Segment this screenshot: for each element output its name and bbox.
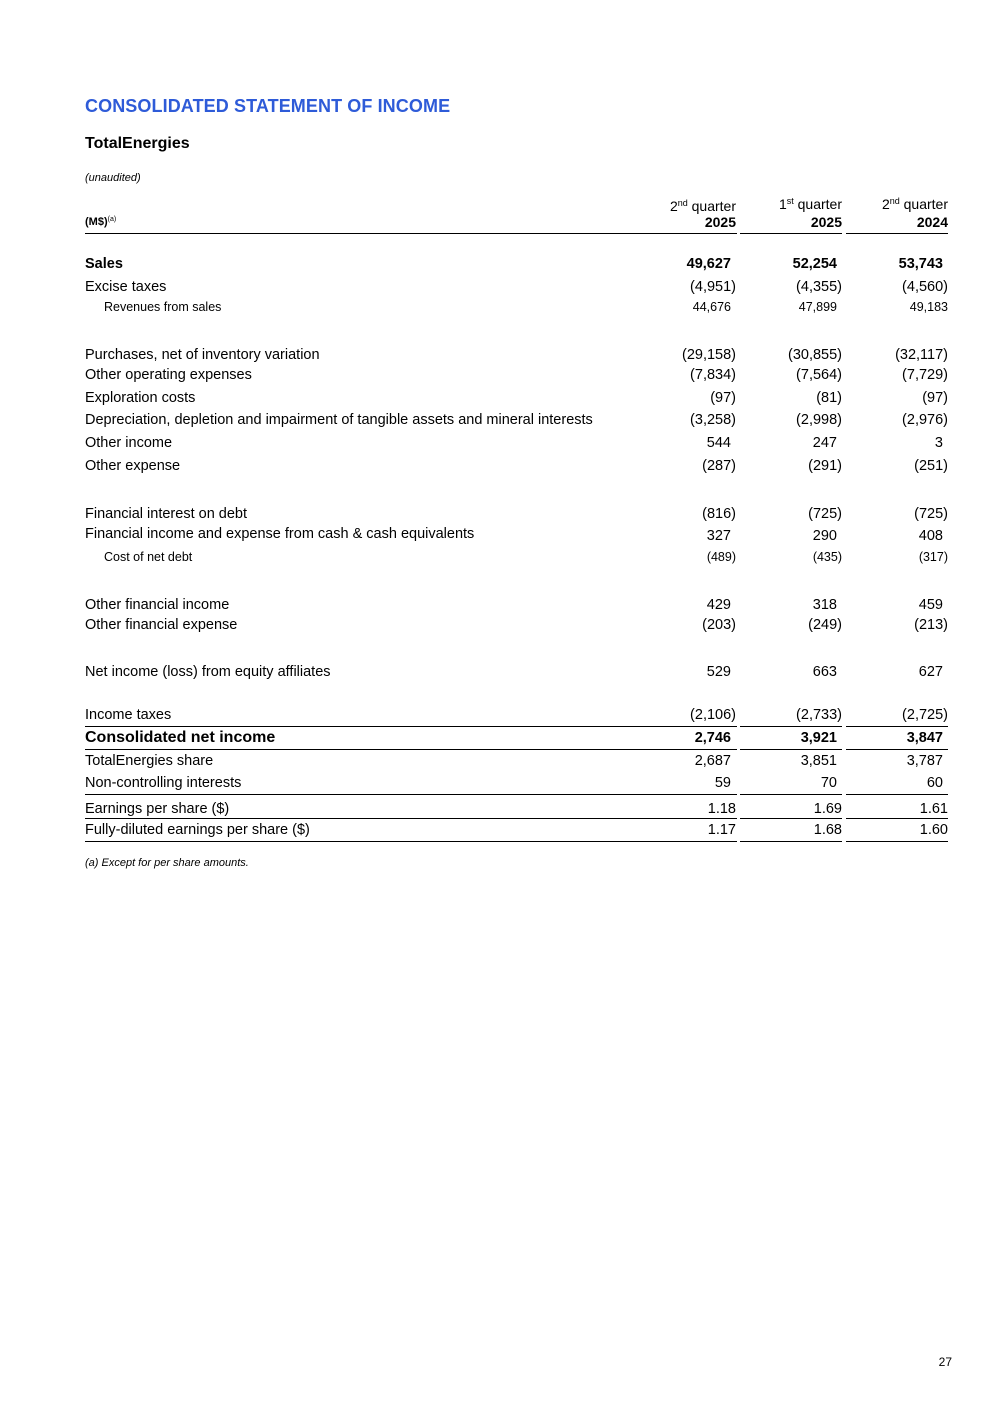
row-value-q1-2025: 70 xyxy=(820,775,837,791)
row-value-q1-2025: 3,921 xyxy=(800,730,837,746)
row-value-q2-2024: 3 xyxy=(934,435,943,451)
column-period: quarter xyxy=(691,198,736,214)
row-label: Other financial expense xyxy=(85,617,238,633)
row-value-q1-2025: (7,564) xyxy=(796,367,842,383)
column-period: quarter xyxy=(903,196,948,212)
row-value-q2-2024: 3,847 xyxy=(906,730,943,746)
row-value-q2-2024: 459 xyxy=(918,597,943,613)
column-ordinal: 1 xyxy=(778,196,787,212)
header-rule xyxy=(85,233,737,234)
row-value-q2-2024: 53,743 xyxy=(898,256,943,272)
table-row-other-financial-income xyxy=(85,595,948,615)
row-label: Other expense xyxy=(85,458,181,474)
row-value-q2-2024: 3,787 xyxy=(906,753,943,769)
table-row-earnings-per-share xyxy=(85,799,948,819)
row-value-q2-2025: 544 xyxy=(706,435,731,451)
row-label: TotalEnergies share xyxy=(85,753,214,769)
row-label: Revenues from sales xyxy=(104,300,222,314)
row-rule xyxy=(846,818,948,819)
row-value-q2-2025: (97) xyxy=(710,390,736,406)
row-value-q1-2025: 1.69 xyxy=(813,801,842,817)
unaudited-note: (unaudited) xyxy=(85,172,141,184)
row-value-q2-2025: (4,951) xyxy=(690,279,736,295)
row-label: Exploration costs xyxy=(85,390,196,406)
row-value-q1-2025: 1.68 xyxy=(813,822,842,838)
row-label: Consolidated net income xyxy=(85,729,276,746)
row-rule xyxy=(740,794,842,795)
units-label xyxy=(85,216,116,228)
row-value-q1-2025: (81) xyxy=(816,390,842,406)
table-row-depreciation xyxy=(85,410,948,430)
units-text: (M$) xyxy=(85,216,108,228)
row-value-q2-2024: (32,117) xyxy=(895,347,948,363)
page-number: 27 xyxy=(938,1355,952,1369)
row-label: Purchases, net of inventory variation xyxy=(85,347,320,363)
row-rule xyxy=(846,726,948,727)
row-value-q1-2025: 247 xyxy=(812,435,837,451)
row-rule xyxy=(846,841,948,842)
row-rule xyxy=(846,794,948,795)
row-value-q2-2025: 529 xyxy=(706,664,731,680)
table-row-equity-affiliates xyxy=(85,662,948,682)
row-value-q1-2025: (291) xyxy=(808,458,842,474)
table-row-other-operating-expenses xyxy=(85,365,948,385)
row-label: Net income (loss) from equity affiliates xyxy=(85,664,331,680)
row-value-q2-2025: (3,258) xyxy=(690,412,736,428)
row-rule xyxy=(85,726,737,727)
row-rule xyxy=(740,841,842,842)
table-row-sales xyxy=(85,254,948,274)
column-header-q2-2025 xyxy=(626,193,736,231)
row-value-q2-2024: (213) xyxy=(914,617,948,633)
row-value-q1-2025: 318 xyxy=(812,597,837,613)
row-value-q2-2024: 408 xyxy=(918,528,943,544)
column-year: 2025 xyxy=(704,214,736,230)
row-value-q2-2025: (29,158) xyxy=(681,347,736,363)
row-label: Other financial income xyxy=(85,597,230,613)
table-row-excise-taxes xyxy=(85,277,948,297)
row-label: Other income xyxy=(85,435,173,451)
row-value-q2-2025: 2,687 xyxy=(694,753,731,769)
column-period: quarter xyxy=(797,196,842,212)
row-rule xyxy=(740,818,842,819)
table-row-revenues-from-sales xyxy=(85,297,948,317)
column-year: 2025 xyxy=(810,214,842,230)
table-row-other-financial-expense xyxy=(85,615,948,635)
column-ordinal-suffix: st xyxy=(786,196,794,206)
row-value-q2-2025: 1.17 xyxy=(707,822,736,838)
row-value-q1-2025: 663 xyxy=(812,664,837,680)
row-value-q2-2024: 1.60 xyxy=(919,822,948,838)
page-title: CONSOLIDATED STATEMENT OF INCOME xyxy=(85,96,451,116)
row-rule xyxy=(85,841,737,842)
row-rule xyxy=(740,749,842,750)
row-value-q2-2025: 327 xyxy=(706,528,731,544)
row-value-q2-2025: 2,746 xyxy=(694,730,731,746)
row-label: Sales xyxy=(85,256,123,272)
column-year: 2024 xyxy=(916,214,948,230)
row-value-q2-2025: (489) xyxy=(706,550,736,564)
table-row-totalenergies-share xyxy=(85,751,948,771)
column-ordinal-suffix: nd xyxy=(677,198,688,208)
row-value-q2-2024: (97) xyxy=(922,390,948,406)
column-header-q1-2025 xyxy=(732,191,842,231)
row-rule xyxy=(85,794,737,795)
footnote: (a) Except for per share amounts. xyxy=(85,857,249,869)
row-rule xyxy=(85,749,737,750)
row-value-q1-2025: 290 xyxy=(812,528,837,544)
table-row-financial-income-cash xyxy=(85,524,948,544)
table-row-financial-interest-on-debt xyxy=(85,504,948,524)
table-row-purchases xyxy=(85,345,948,365)
table-row-diluted-earnings-per-share xyxy=(85,820,948,840)
table-row-non-controlling-interests xyxy=(85,773,948,793)
row-value-q2-2024: (251) xyxy=(914,458,948,474)
row-value-q2-2025: 49,627 xyxy=(686,256,731,272)
row-rule xyxy=(85,818,737,819)
row-value-q2-2025: 44,676 xyxy=(692,300,731,314)
row-value-q2-2024: 60 xyxy=(926,775,943,791)
row-label: Depreciation, depletion and impairment of tangible assets and mineral interests xyxy=(85,412,593,428)
row-value-q2-2024: 49,183 xyxy=(909,300,948,314)
units-footnote-ref: (a) xyxy=(107,216,117,223)
row-value-q1-2025: (30,855) xyxy=(787,347,842,363)
row-label: Other operating expenses xyxy=(85,367,252,383)
row-value-q2-2024: 1.61 xyxy=(919,801,948,817)
row-value-q1-2025: (2,998) xyxy=(796,412,842,428)
row-rule xyxy=(846,749,948,750)
row-value-q2-2025: 1.18 xyxy=(707,801,736,817)
row-label: Financial interest on debt xyxy=(85,506,248,522)
row-value-q2-2025: (203) xyxy=(702,617,736,633)
table-row-cost-of-net-debt xyxy=(85,547,948,567)
row-label: Fully-diluted earnings per share ($) xyxy=(85,822,310,838)
row-value-q1-2025: 52,254 xyxy=(792,256,837,272)
row-value-q2-2024: (725) xyxy=(914,506,948,522)
company-name: TotalEnergies xyxy=(85,135,190,152)
row-value-q2-2025: (2,106) xyxy=(690,707,736,723)
row-value-q2-2024: (4,560) xyxy=(902,279,948,295)
row-label: Income taxes xyxy=(85,707,172,723)
row-value-q1-2025: (725) xyxy=(808,506,842,522)
row-value-q2-2024: (2,976) xyxy=(902,412,948,428)
column-ordinal: 2 xyxy=(881,196,890,212)
row-value-q1-2025: (2,733) xyxy=(796,707,842,723)
row-label: Excise taxes xyxy=(85,279,167,295)
row-value-q2-2024: 627 xyxy=(918,664,943,680)
row-value-q2-2025: (7,834) xyxy=(690,367,736,383)
row-value-q2-2025: (816) xyxy=(702,506,736,522)
row-value-q1-2025: 3,851 xyxy=(800,753,837,769)
row-value-q2-2025: (287) xyxy=(702,458,736,474)
row-value-q1-2025: (435) xyxy=(812,550,842,564)
row-label: Non-controlling interests xyxy=(85,775,242,791)
header-rule xyxy=(846,233,948,234)
table-row-other-income xyxy=(85,433,948,453)
row-value-q2-2024: (317) xyxy=(918,550,948,564)
row-label: Cost of net debt xyxy=(104,550,193,564)
row-value-q2-2025: 59 xyxy=(714,775,731,791)
row-value-q1-2025: 47,899 xyxy=(798,300,837,314)
row-label: Financial income and expense from cash & cash equivalents xyxy=(85,526,475,542)
column-ordinal-suffix: nd xyxy=(889,196,900,206)
table-row-consolidated-net-income xyxy=(85,728,948,748)
row-label: Earnings per share ($) xyxy=(85,801,230,817)
row-value-q1-2025: (4,355) xyxy=(796,279,842,295)
column-ordinal: 2 xyxy=(669,198,678,214)
row-value-q2-2025: 429 xyxy=(706,597,731,613)
row-value-q1-2025: (249) xyxy=(808,617,842,633)
column-header-q2-2024 xyxy=(838,191,948,231)
row-rule xyxy=(740,726,842,727)
table-row-income-taxes xyxy=(85,705,948,725)
row-value-q2-2024: (7,729) xyxy=(902,367,948,383)
header-rule xyxy=(740,233,842,234)
row-value-q2-2024: (2,725) xyxy=(902,707,948,723)
table-row-exploration-costs xyxy=(85,388,948,408)
table-row-other-expense xyxy=(85,456,948,476)
